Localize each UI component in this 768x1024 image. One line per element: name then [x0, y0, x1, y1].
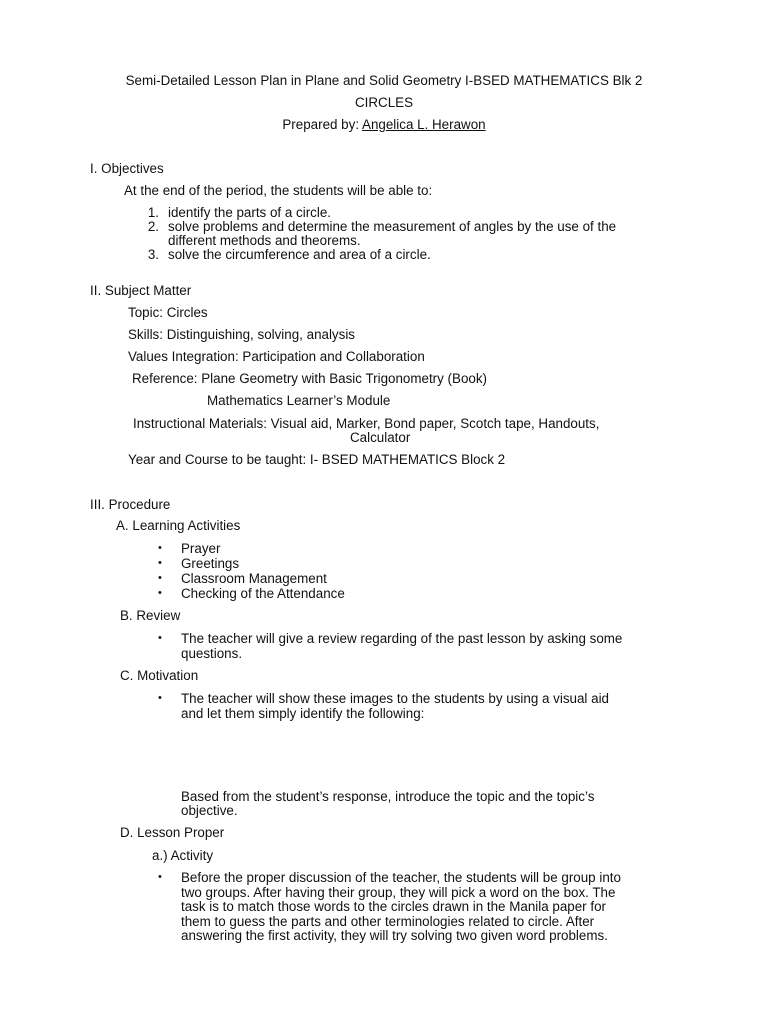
bullet-icon: • — [158, 557, 162, 569]
document-title: Semi-Detailed Lesson Plan in Plane and Solid Geometry I-BSED MATHEMATICS Blk 2 — [125, 73, 643, 88]
motivation-followup: Based from the student’s response, introduce the topic and the topic’s — [181, 789, 595, 804]
motivation-followup-continuation: objective. — [181, 803, 238, 818]
activity-text-continuation: them to guess the parts and other terminologies related to circle. After — [181, 914, 595, 929]
subject-materials-continuation: Calculator — [350, 430, 411, 445]
activity-text-continuation: task is to match those words to the circles drawn in the Manila paper for — [181, 899, 606, 914]
objective-item: solve the circumference and area of a circle. — [168, 247, 431, 262]
review-text: The teacher will give a review regarding of the past lesson by asking some — [181, 631, 623, 646]
bullet-icon: • — [158, 871, 162, 883]
objectives-intro: At the end of the period, the students will be able to: — [124, 183, 433, 198]
objectives-heading: I. Objectives — [90, 161, 164, 176]
motivation-text-continuation: and let them simply identify the following: — [181, 706, 425, 721]
prepared-by-label: Prepared by: — [282, 117, 363, 132]
objective-item-continuation: different methods and theorems. — [168, 233, 361, 248]
bullet-icon: • — [158, 572, 162, 584]
lesson-topic-title: CIRCLES — [354, 95, 414, 110]
learning-activity-item: Checking of the Attendance — [181, 586, 345, 601]
learning-activity-item: Prayer — [181, 541, 221, 556]
activity-text-continuation: two groups. After having their group, they will pick a word on the box. The — [181, 885, 616, 900]
activity-heading: a.) Activity — [152, 848, 214, 863]
subject-reference-module: Mathematics Learner’s Module — [207, 393, 391, 408]
subject-topic: Topic: Circles — [128, 305, 208, 320]
objective-number: 2. — [147, 219, 159, 234]
subject-values: Values Integration: Participation and Collaboration — [128, 349, 425, 364]
subject-reference: Reference: Plane Geometry with Basic Trigonometry (Book) — [132, 371, 487, 386]
objective-number: 1. — [147, 205, 159, 220]
bullet-icon: • — [158, 542, 162, 554]
subject-materials: Instructional Materials: Visual aid, Marker, Bond paper, Scotch tape, Handouts, — [133, 416, 600, 431]
objective-item: solve problems and determine the measurement of angles by the use of the — [168, 219, 617, 234]
learning-activity-item: Classroom Management — [181, 571, 327, 586]
objective-number: 3. — [147, 247, 159, 262]
learning-activity-item: Greetings — [181, 556, 240, 571]
lesson-proper-heading: D. Lesson Proper — [120, 825, 225, 840]
review-text-continuation: questions. — [181, 646, 243, 661]
activity-text-continuation: answering the first activity, they will try solving two given word problems. — [181, 928, 608, 943]
subject-skills: Skills: Distinguishing, solving, analysis — [128, 327, 355, 342]
preparer-name: Angelica L. Herawon — [362, 117, 486, 132]
bullet-icon: • — [158, 587, 162, 599]
subject-year-course: Year and Course to be taught: I- BSED MATHEMATICS Block 2 — [128, 452, 506, 467]
learning-activities-heading: A. Learning Activities — [116, 518, 241, 533]
subject-matter-heading: II. Subject Matter — [90, 283, 192, 298]
activity-text: Before the proper discussion of the teacher, the students will be group into — [181, 870, 621, 885]
review-heading: B. Review — [120, 608, 181, 623]
prepared-by-line — [0, 117, 768, 132]
procedure-heading: III. Procedure — [90, 497, 171, 512]
bullet-icon: • — [158, 632, 162, 644]
motivation-heading: C. Motivation — [120, 668, 199, 683]
bullet-icon: • — [158, 692, 162, 704]
motivation-text: The teacher will show these images to the students by using a visual aid — [181, 691, 609, 706]
objective-item: identify the parts of a circle. — [168, 205, 331, 220]
